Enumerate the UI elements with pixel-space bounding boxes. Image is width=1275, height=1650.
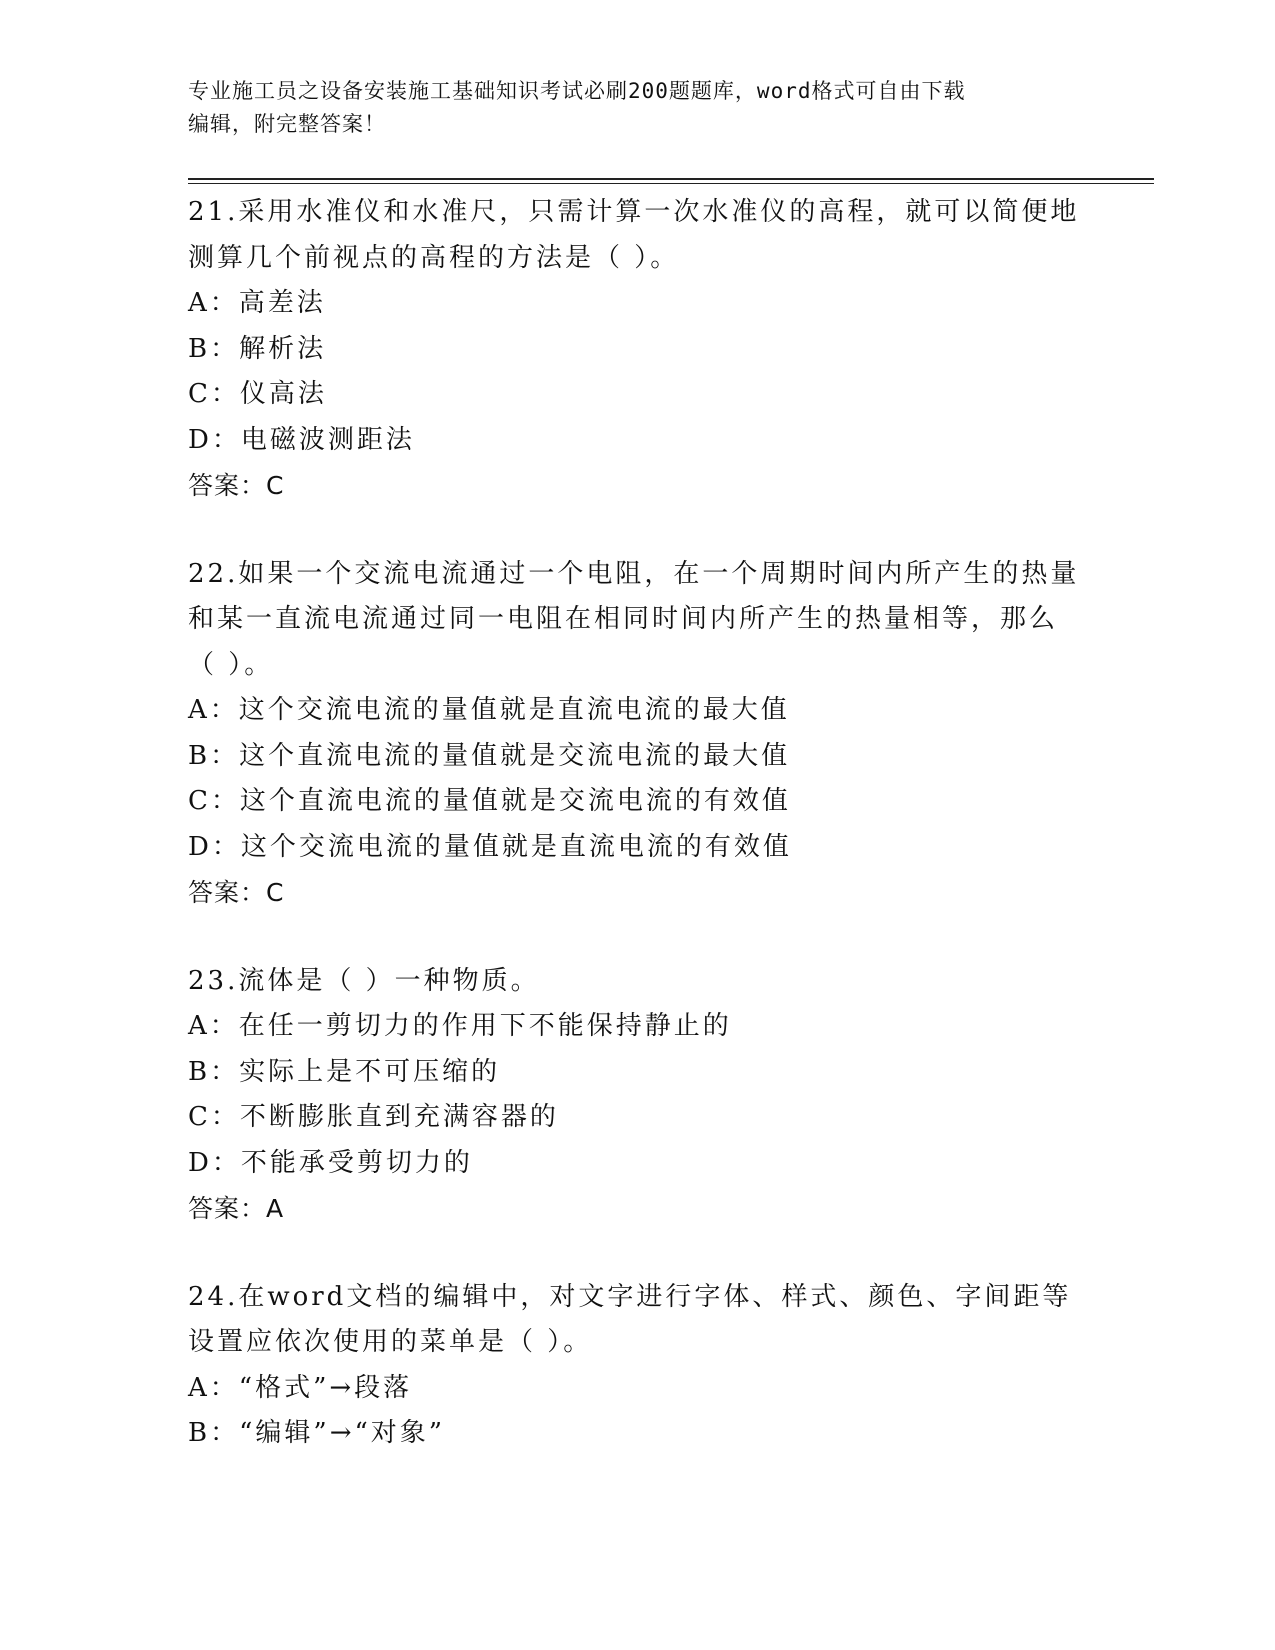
option-b: B：解析法 — [188, 333, 327, 364]
option-d: D：不能承受剪切力的 — [188, 1147, 473, 1178]
option-c: C：不断膨胀直到充满容器的 — [188, 1102, 559, 1132]
question-21 — [188, 190, 1118, 509]
answer: 答案：A — [188, 1194, 285, 1223]
question-stem: 和某一直流电流通过同一电阻在相同时间内所产生的热量相等，那么 — [188, 604, 1059, 634]
question-24 — [188, 1275, 1118, 1457]
question-stem: 21.采用水准仪和水准尺，只需计算一次水准仪的高程，就可以简便地 — [188, 197, 1080, 227]
document-header — [188, 75, 1088, 141]
question-stem: 22.如果一个交流电流通过一个电阻，在一个周期时间内所产生的热量 — [188, 558, 1080, 589]
header-line: 编辑，附完整答案！ — [188, 112, 386, 136]
option-d: D：这个交流电流的量值就是直流电流的有效值 — [188, 831, 792, 862]
header-divider-thin — [188, 183, 1154, 184]
question-22 — [188, 552, 1118, 916]
question-stem: 设置应依次使用的菜单是（ ）。 — [188, 1327, 593, 1357]
option-a: A：“格式”→段落 — [188, 1372, 413, 1403]
answer: 答案：C — [188, 878, 285, 907]
option-a: A：高差法 — [188, 288, 326, 318]
header-divider-thick — [188, 178, 1154, 180]
option-c: C：仪高法 — [188, 379, 327, 409]
answer: 答案：C — [188, 471, 285, 500]
header-line: 专业施工员之设备安装施工基础知识考试必刷200题题库，word格式可自由下载 — [188, 79, 966, 103]
option-d: D：电磁波测距法 — [188, 424, 415, 455]
option-b: B：“编辑”→“对象” — [188, 1418, 446, 1448]
option-a: A：这个交流电流的量值就是直流电流的最大值 — [188, 695, 790, 725]
question-stem: 24.在word文档的编辑中，对文字进行字体、样式、颜色、字间距等 — [188, 1281, 1072, 1312]
option-a: A：在任一剪切力的作用下不能保持静止的 — [188, 1011, 732, 1041]
option-c: C：这个直流电流的量值就是交流电流的有效值 — [188, 786, 791, 816]
question-stem: （ ）。 — [188, 649, 274, 680]
question-23 — [188, 959, 1118, 1232]
question-stem: 23.流体是（ ）一种物质。 — [188, 965, 540, 996]
option-b: B：这个直流电流的量值就是交流电流的最大值 — [188, 740, 791, 771]
option-b: B：实际上是不可压缩的 — [188, 1056, 501, 1087]
question-stem: 测算几个前视点的高程的方法是（ ）。 — [188, 242, 680, 273]
question-list — [188, 190, 1118, 1500]
